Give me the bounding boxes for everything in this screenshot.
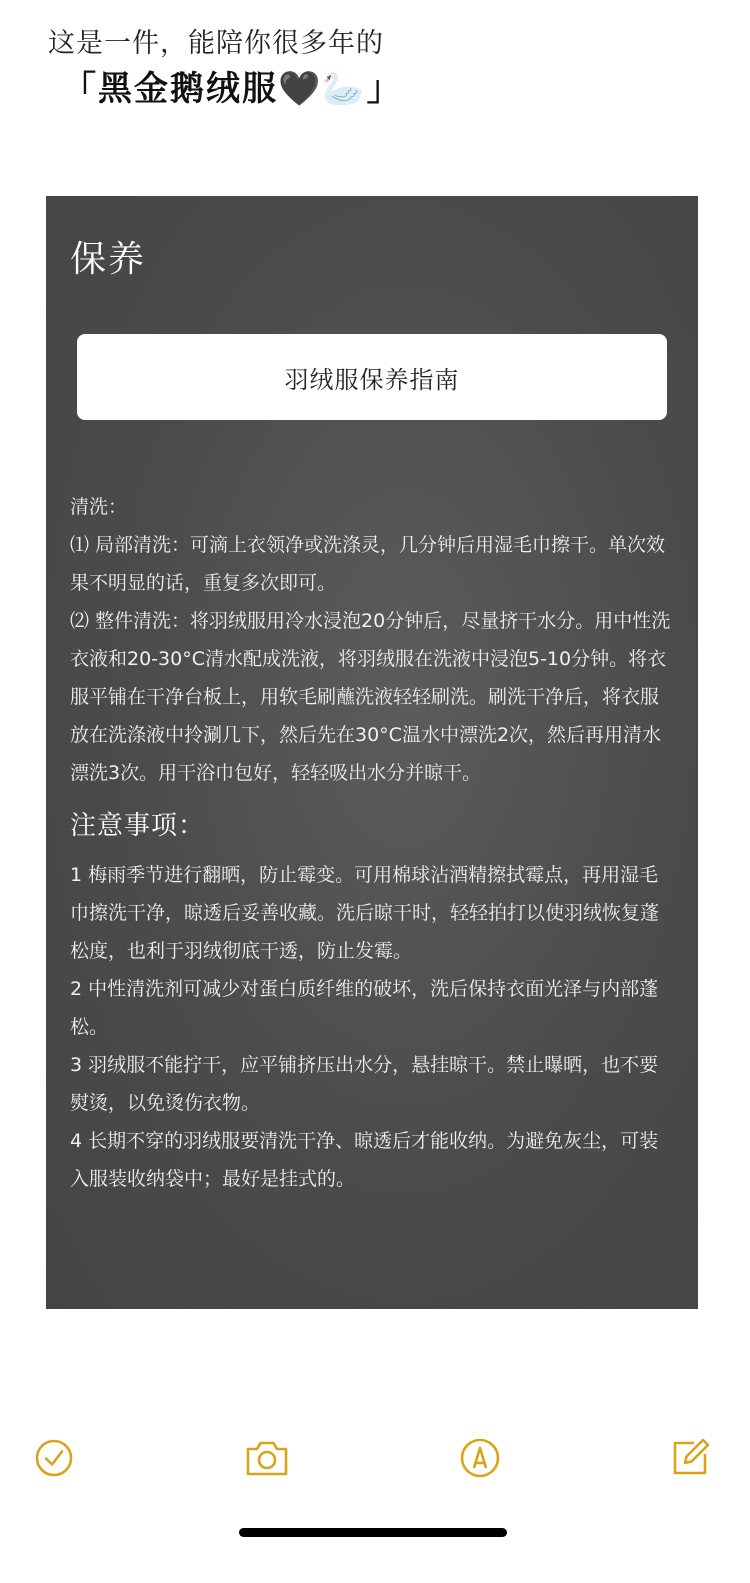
camera-button[interactable] <box>244 1436 290 1480</box>
cleaning-whole-paragraph: ⑵ 整件清洗：将羽绒服用冷水浸泡20分钟后，尽量挤干水分。用中性洗衣液和20-30°C清水配成洗液，将羽绒服在洗液中浸泡5-10分钟。将衣服平铺在干净台板上，用软毛刷蘸洗液轻轻刷洗。刷洗干净后，将衣服放在洗涤液中拎涮几下，然后先在30°C温水中漂洗2次，然后再用清水漂洗3次。用干浴巾包好，轻轻吸出水分并晾干。 <box>70 610 671 784</box>
markup-icon <box>459 1437 501 1479</box>
note-item-2: 2 中性清洗剂可减少对蛋白质纤维的破坏，洗后保持衣面光泽与内部蓬松。 <box>70 978 659 1038</box>
guide-title-box: 羽绒服保养指南 <box>77 334 667 420</box>
cleaning-local-paragraph: ⑴ 局部清洗：可滴上衣领净或洗涤灵，几分钟后用湿毛巾擦干。单次效果不明显的话，重复多次即可。 <box>70 534 666 594</box>
note-intro-text: 这是一件，能陪你很多年的 <box>48 28 384 59</box>
card-title: 保养 <box>70 239 147 280</box>
note-header <box>48 26 708 112</box>
camera-icon <box>244 1438 290 1478</box>
compose-button[interactable] <box>668 1436 712 1480</box>
care-guide-image <box>46 196 698 1309</box>
cleaning-heading: 清洗： <box>70 496 128 518</box>
markup-button[interactable] <box>458 1436 502 1480</box>
compose-icon <box>669 1437 711 1479</box>
note-item-1: 1 梅雨季节进行翻晒，防止霉变。可用棉球沾酒精擦拭霉点，再用湿毛巾擦洗干净，晾透后妥善收藏。洗后晾干时，轻轻拍打以使羽绒恢复蓬松度，也利于羽绒彻底干透，防止发霉。 <box>70 864 660 962</box>
checklist-button[interactable] <box>32 1436 76 1480</box>
note-item-3: 3 羽绒服不能拧干，应平铺挤压出水分，悬挂晾干。禁止曝晒，也不要熨烫，以免烫伤衣物。 <box>70 1054 659 1114</box>
notes-heading: 注意事项： <box>70 811 206 841</box>
checklist-icon <box>34 1438 74 1478</box>
note-product-title: 「黑金鹅绒服🖤🦢」 <box>62 69 403 109</box>
home-indicator[interactable] <box>239 1528 507 1537</box>
note-item-4: 4 长期不穿的羽绒服要清洗干净、晾透后才能收纳。为避免灰尘，可装入服装收纳袋中；最好是挂式的。 <box>70 1130 659 1190</box>
care-content <box>70 488 676 1198</box>
notes-toolbar <box>0 1428 750 1488</box>
